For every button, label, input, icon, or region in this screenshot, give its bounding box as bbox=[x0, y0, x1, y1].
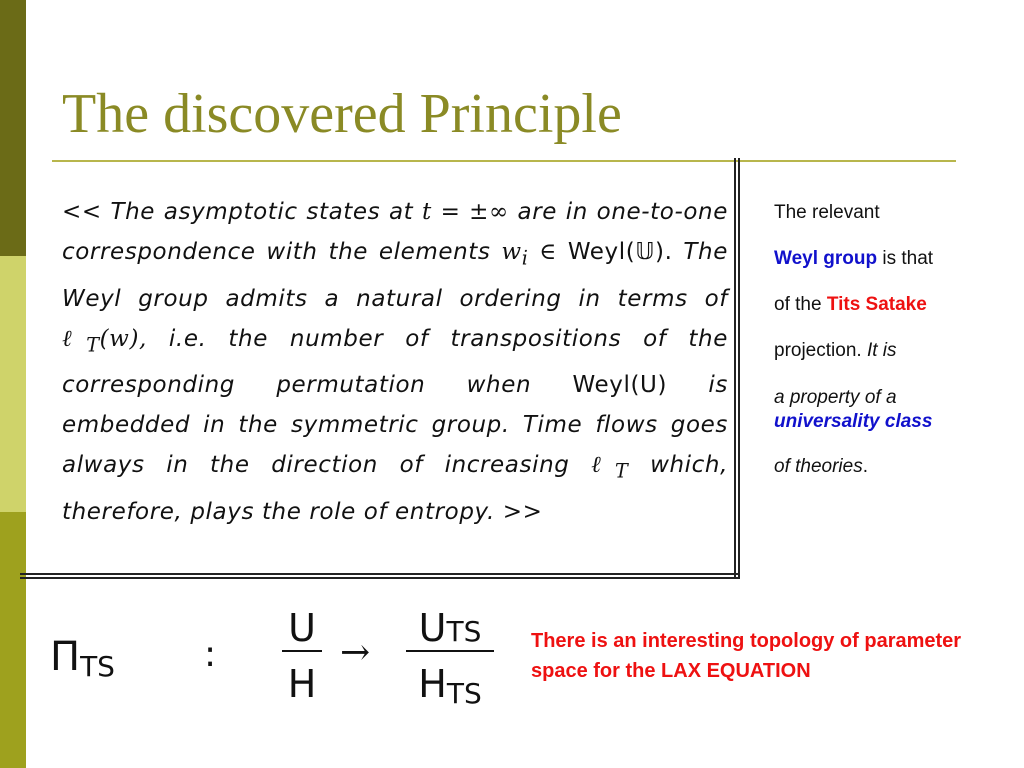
quote-weyl-bb: Weyl(𝕌). bbox=[567, 239, 673, 265]
quote-math: ∈ bbox=[539, 239, 557, 265]
quote-math: ℓ bbox=[591, 452, 616, 479]
tits-satake-highlight: Tits Satake bbox=[826, 294, 927, 315]
side-line-2: Weyl group is that bbox=[774, 248, 934, 269]
quote-math: t = ±∞ bbox=[422, 199, 509, 225]
fraction-numerator: UTS bbox=[418, 606, 482, 650]
universality-highlight: universality class bbox=[774, 411, 933, 432]
quote-text bbox=[62, 192, 728, 532]
quote-part: is embedded in the symmetric group. Time flows goes always in the direction of increasing bbox=[62, 372, 728, 479]
formula bbox=[50, 600, 510, 720]
formula-arrow: → bbox=[340, 632, 371, 673]
quote-math: w bbox=[501, 239, 522, 265]
fraction-uts-over-hts bbox=[406, 606, 494, 710]
side-line-5: a property of a bbox=[774, 387, 897, 408]
fraction-denominator: H bbox=[282, 650, 322, 706]
fraction-numerator: U bbox=[288, 606, 316, 650]
side-note bbox=[774, 190, 1004, 490]
quote-weyl: Weyl(U) bbox=[572, 372, 668, 399]
fraction-denominator: HTS bbox=[406, 650, 494, 706]
quote-open: << bbox=[62, 199, 102, 225]
side-line-3: of the Tits Satake bbox=[774, 294, 927, 315]
quote-part: i.e. the number of transpositions of the corresponding permutation when bbox=[62, 325, 728, 399]
formula-colon: : bbox=[204, 634, 217, 675]
quote-math-sub: T bbox=[615, 459, 629, 483]
quote-part: The Weyl group admits a natural ordering in terms of bbox=[62, 239, 728, 312]
quote-part: are in one-to-one correspondence with the elements bbox=[62, 199, 728, 265]
side-line-4: projection. It is bbox=[774, 340, 897, 361]
side-line-1: The relevant bbox=[774, 202, 880, 223]
quote-math-sub: i bbox=[521, 246, 529, 270]
slide-title: The discovered Principle bbox=[62, 83, 622, 145]
quote-part: The asymptotic states at bbox=[110, 199, 414, 225]
weyl-group-highlight: Weyl group bbox=[774, 248, 878, 269]
side-line-7: of theories. bbox=[774, 456, 869, 477]
formula-pi: $\Pi_{TS}$ bbox=[50, 634, 115, 683]
quote-math: (w), bbox=[99, 325, 147, 352]
quote-part: which, therefore, plays the role of entropy. bbox=[62, 452, 728, 525]
quote-math-sub: T bbox=[86, 333, 100, 357]
quote-close: >> bbox=[502, 498, 543, 525]
lax-equation-note: There is an interesting topology of parameter space for the LAX EQUATION bbox=[531, 630, 962, 682]
quote-math: ℓ bbox=[62, 325, 87, 352]
side-line-6 bbox=[774, 410, 1004, 434]
fraction-u-over-h bbox=[282, 606, 322, 706]
